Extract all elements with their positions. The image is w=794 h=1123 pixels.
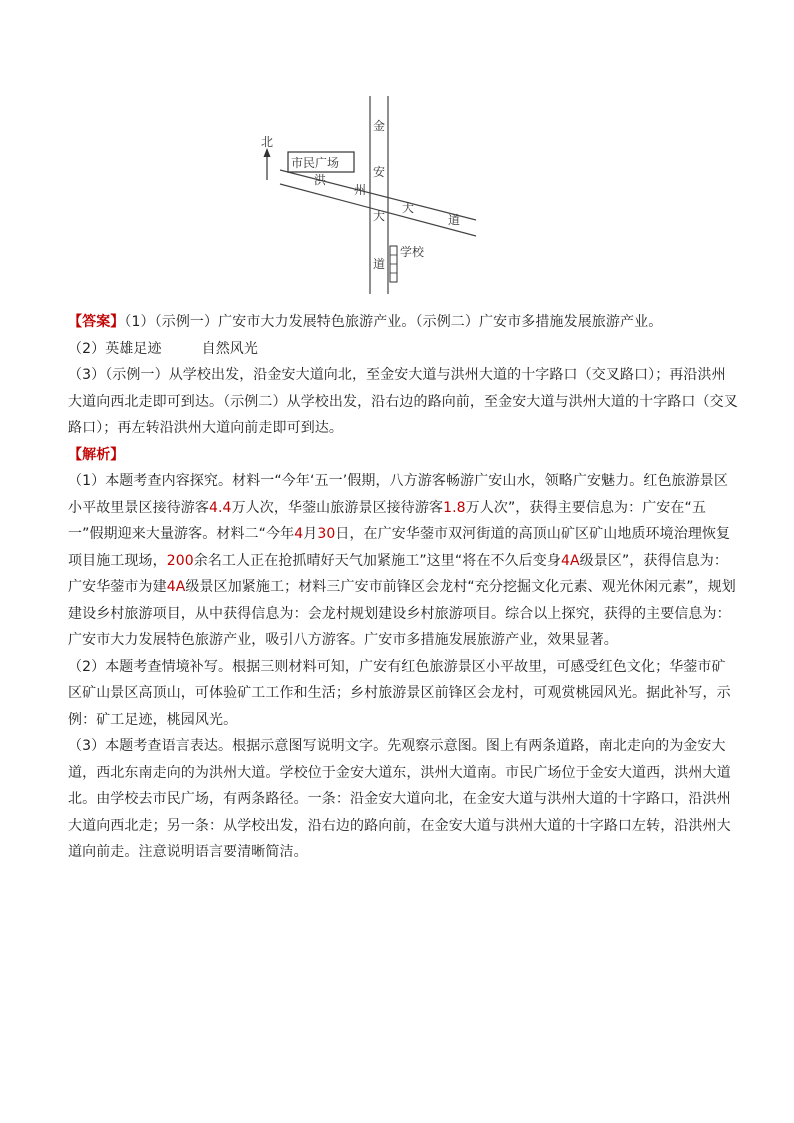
answer-part-1: （1）（示例一）广安市大力发展特色旅游产业。（示例二）广安市多措施发展旅游产业。 xyxy=(124,314,663,330)
analysis-paragraph-1: （1）本题考查内容探究。材料一“今年‘五一’假期，八方游客畅游广安山水，领略广安魅力。红色旅游景区小平故里景区接待游客4.4万人次，华蓥山旅游景区接待游客1.8万人次”，获得主要信息为：广安在“五一”假期迎来大量游客。材料二“今年4月30日，在广安华蓥市双河街道的高顶山矿区矿山地质环境治理恢复项目施工现场，200余名工人正在抢抓晴好天气加紧施工”这里“将在不久后变身4A级景区”，获得信息为：广安华蓥市为建4A级景区加紧施工；材料三广安市前锋区会龙村“充分挖掘文化元素、观光休闲元素”，规划建设乡村旅游项目，从中获得信息为：会龙村规划建设乡村旅游项目。综合以上探究，获得的主要信息为：广安市大力发展特色旅游产业，吸引八方游客。广安市多措施发展旅游产业，效果显著。 xyxy=(68,473,736,648)
plaza-label: 市民广场 xyxy=(291,156,340,170)
hongzhou-char-2: 州 xyxy=(354,183,367,197)
north-arrow-head xyxy=(264,148,271,157)
analysis-tag: 【解析】 xyxy=(68,446,125,463)
answer-content xyxy=(68,309,738,866)
answer-part-2b: 自然风光 xyxy=(201,340,259,357)
school-label: 学校 xyxy=(400,245,425,259)
answer-part-2a: （2）英雄足迹 xyxy=(68,340,162,357)
analysis-paragraph-3: （3）本题考查语言表达。根据示意图写说明文字。先观察示意图。图上有两条道路，南北走向的为金安大道，西北东南走向的为洪州大道。学校位于金安大道东，洪州大道南。市民广场位于金安大道西，洪州大道北。由学校去市民广场，有两条路径。一条：沿金安大道向北，在金安大道与洪州大道的十字路口，沿洪州大道向西北走；另一条：从学校出发，沿右边的路向前，在金安大道与洪州大道的十字路口左转，沿洪州大道向前走。注意说明语言要清晰简洁。 xyxy=(68,738,731,860)
answer-line-3: （3）（示例一）从学校出发，沿金安大道向北，至金安大道与洪州大道的十字路口（交叉路口）；再沿洪州大道向西北走即可到达。（示例二）从学校出发，沿右边的路向前，至金安大道与洪州大道的十字路口（交叉路口）；再左转沿洪州大道向前走即可到达。 xyxy=(68,367,738,436)
jinan-char-1: 金 xyxy=(373,119,386,133)
answer-line-1 xyxy=(68,309,738,336)
north-label: 北 xyxy=(261,135,274,149)
analysis-heading xyxy=(68,442,738,469)
hongzhou-char-1: 洪 xyxy=(314,173,327,187)
route-map-drawing xyxy=(254,96,484,300)
answer-line-2 xyxy=(68,336,738,363)
route-map xyxy=(254,96,484,300)
hongzhou-char-4: 道 xyxy=(448,213,461,227)
jinan-char-4: 道 xyxy=(373,257,386,271)
analysis-paragraph-2: （2）本题考查情境补写。根据三则材料可知，广安有红色旅游景区小平故里，可感受红色文化；华蓥市矿区矿山景区高顶山，可体验矿工工作和生活；乡村旅游景区前锋区会龙村，可观赏桃园风光。据此补写，示例：矿工足迹，桃园风光。 xyxy=(68,658,731,728)
answer-tag: 【答案】 xyxy=(68,314,125,330)
jinan-char-3: 大 xyxy=(373,209,386,223)
hongzhou-char-3: 大 xyxy=(402,201,415,215)
jinan-char-2: 安 xyxy=(373,165,386,179)
